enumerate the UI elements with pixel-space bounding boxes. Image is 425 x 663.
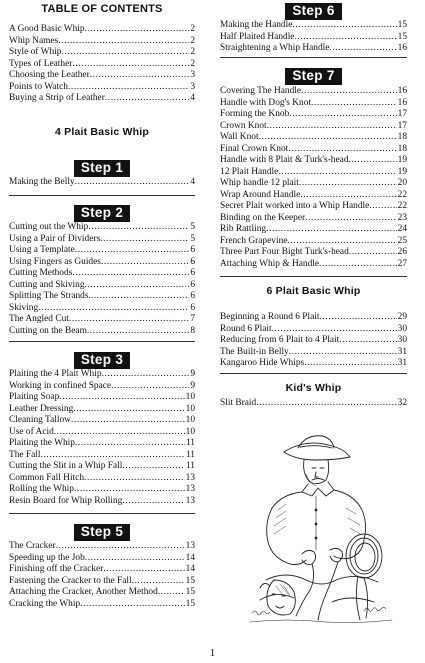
dot-leader (91, 291, 189, 303)
toc-entry-page: 32 (397, 398, 407, 408)
toc-entry (220, 201, 407, 213)
toc-entry (220, 312, 407, 324)
dot-leader (272, 324, 397, 336)
toc-entry-page: 3 (190, 70, 195, 80)
toc-entry-page: 31 (397, 358, 407, 368)
step-5-banner (9, 524, 195, 541)
divider (220, 373, 407, 374)
dot-leader (259, 132, 397, 144)
toc-entry-page: 13 (185, 472, 195, 483)
toc-entry (9, 450, 195, 462)
dot-leader (73, 404, 184, 416)
toc-entry-title: Attaching Whip & Handle (220, 258, 320, 269)
dot-leader (80, 599, 184, 611)
toc-entry-title: Handle with 8 Plait & Turk's-head (220, 155, 349, 165)
toc-entry (9, 257, 195, 269)
toc-entry-page: 2 (190, 58, 195, 69)
dot-leader (56, 541, 185, 553)
toc-entry-title: Wrap Around Handle (220, 189, 301, 200)
dot-leader (75, 177, 190, 189)
toc-entry-page: 24 (397, 224, 407, 234)
toc-entry (220, 236, 407, 248)
dot-leader (85, 553, 185, 565)
toc-entry (220, 324, 407, 336)
toc-entry (9, 484, 195, 496)
toc-entry-page: 20 (397, 178, 407, 188)
toc-entry-title: Cutting on the Beam (9, 325, 87, 336)
toc-entry (220, 32, 407, 44)
dot-leader (72, 59, 189, 71)
toc-entry (9, 427, 195, 439)
dot-leader (41, 450, 185, 462)
dot-leader (69, 314, 189, 326)
toc-entry-page: 3 (190, 81, 195, 92)
toc-entry-page: 4 (190, 177, 195, 187)
toc-entry-title: Final Crown Knot (220, 143, 289, 154)
dot-leader (87, 326, 189, 338)
toc-entry-title: Handle with Dog's Knot (220, 97, 312, 108)
step-6-banner (220, 3, 407, 20)
dot-leader (319, 312, 396, 324)
dot-leader (288, 144, 396, 156)
toc-entry (220, 190, 407, 202)
toc-entry-title: Plaiting Soap (9, 392, 60, 402)
toc-entry-title: Covering The Handle (220, 86, 302, 96)
dot-leader (61, 47, 189, 59)
toc-title: TABLE OF CONTENTS (41, 3, 163, 15)
toc-entry (9, 576, 195, 588)
toc-entry-page: 30 (397, 335, 407, 345)
step-1-label: Step 1 (74, 160, 130, 177)
toc-entry-title: Making the Belly (9, 177, 75, 187)
toc-entry-page: 9 (190, 369, 195, 379)
dot-leader (54, 427, 185, 439)
toc-entry-page: 9 (190, 380, 195, 391)
toc-entry (220, 43, 407, 55)
toc-entry-page: 18 (397, 132, 407, 142)
toc-entry (220, 109, 407, 121)
toc-entry (9, 70, 195, 82)
toc-entry (9, 461, 195, 473)
toc-entry (9, 553, 195, 565)
toc-entry (220, 224, 407, 236)
toc-entry (220, 167, 407, 179)
dot-leader (122, 496, 184, 508)
toc-entry (9, 222, 195, 234)
toc-entry-page: 2 (190, 47, 195, 57)
toc-entry-page: 16 (397, 43, 407, 53)
section-title-6-plait: 6 Plait Basic Whip (266, 285, 361, 297)
toc-entry-page: 11 (185, 449, 195, 460)
dot-leader (158, 587, 185, 599)
toc-entry (9, 93, 195, 105)
step-7-list (220, 86, 407, 270)
dot-leader (74, 484, 185, 496)
toc-entry-title: The Built-in Belly (220, 346, 289, 357)
dot-leader (289, 347, 397, 359)
toc-entry-page: 19 (397, 155, 407, 165)
toc-entry-page: 10 (185, 415, 195, 425)
toc-entry (9, 473, 195, 485)
dot-leader (84, 473, 185, 485)
toc-entry (9, 291, 195, 303)
toc-entry (220, 98, 407, 110)
dot-leader (305, 213, 396, 225)
toc-entry-title: Cutting Methods (9, 268, 73, 278)
step-2-banner (9, 205, 195, 222)
toc-entry-title: French Grapevine (220, 235, 288, 246)
page-number: 1 (209, 647, 216, 659)
toc-entry-title: Secret Plait worked into a Whip Handle (220, 201, 370, 211)
dot-leader (301, 86, 397, 98)
toc-entry-page: 25 (397, 235, 407, 246)
toc-entry (220, 144, 407, 156)
toc-entry-title: Rib Rattling (220, 224, 267, 234)
dot-leader (71, 415, 185, 427)
toc-entry-page: 11 (185, 438, 195, 448)
toc-entry-title: The Angled Cut (9, 314, 69, 324)
toc-entry-title: Making the Handle (220, 20, 293, 30)
toc-entry (9, 245, 195, 257)
toc-entry (220, 121, 407, 133)
toc-entry-title: Types of Leather (9, 58, 73, 69)
toc-entry-page: 22 (397, 189, 407, 200)
step-6-list (220, 20, 407, 55)
toc-entry (220, 155, 407, 167)
toc-entry (9, 314, 195, 326)
toc-entry (220, 20, 407, 32)
step-5-label: Step 5 (74, 524, 130, 541)
dot-leader (304, 358, 396, 370)
toc-entry (220, 247, 407, 259)
toc-entry (9, 326, 195, 338)
toc-entry-page: 13 (185, 541, 195, 551)
section-title-4-plait: 4 Plait Basic Whip (54, 126, 150, 138)
toc-entry-page: 22 (397, 201, 407, 211)
toc-entry-page: 4 (190, 93, 195, 103)
step-7-banner (220, 68, 407, 85)
toc-entry-page: 31 (397, 346, 407, 357)
divider (220, 57, 407, 58)
toc-entry-title: Using a Template (9, 245, 75, 255)
toc-entry (9, 369, 195, 381)
dot-leader (58, 36, 189, 48)
toc-entry-title: Skiving (9, 302, 39, 313)
toc-entry-title: Splitting The Strands. (9, 291, 91, 301)
dot-leader (349, 155, 397, 167)
toc-entry-title: Style of Whip (9, 47, 62, 57)
dot-leader (102, 369, 190, 381)
toc-entry-page: 7 (190, 314, 195, 324)
dot-leader (75, 245, 189, 257)
toc-entry-title: Crown Knot (220, 120, 267, 131)
toc-entry (9, 36, 195, 48)
divider (9, 341, 195, 342)
dot-leader (329, 43, 396, 55)
toc-entry-page: 6 (190, 302, 195, 313)
toc-entry-page: 15 (397, 20, 407, 30)
toc-entry-page: 10 (185, 403, 195, 414)
dot-leader (349, 247, 397, 259)
dot-leader (59, 392, 184, 404)
toc-entry-title: Fastening the Cracker to the Fall (9, 575, 132, 586)
step-2-list (9, 222, 195, 337)
dot-leader (311, 98, 397, 110)
intro-list (9, 24, 195, 105)
toc-entry-page: 5 (190, 233, 195, 244)
toc-entry-page: 18 (397, 143, 407, 154)
toc-entry-page: 14 (185, 552, 195, 563)
toc-entry-page: 15 (185, 598, 195, 609)
toc-entry (9, 587, 195, 599)
toc-entry-page: 17 (397, 120, 407, 131)
toc-entry-title: Using a Pair of Dividers (9, 233, 101, 244)
toc-entry-page: 30 (397, 323, 407, 334)
dot-leader (299, 178, 397, 190)
toc-entry-title: Straightening a Whip Handle (220, 43, 330, 53)
toc-entry (220, 86, 407, 98)
toc-entry (9, 438, 195, 450)
toc-entry-title: Cracking the Whip (9, 598, 81, 609)
dot-leader (294, 32, 396, 44)
toc-entry (220, 358, 407, 370)
step-3-label: Step 3 (74, 352, 130, 369)
toc-entry-page: 16 (397, 97, 407, 108)
toc-entry (220, 335, 407, 347)
dot-leader (101, 257, 189, 269)
toc-entry-title: Finishing off the Cracker (9, 564, 104, 574)
toc-entry-title: Cutting and Skiving (9, 279, 85, 290)
toc-entry-title: A Good Basic Whip (9, 24, 85, 34)
dot-leader (369, 201, 396, 213)
toc-entry-title: Plaiting the 4 Plait Whip (9, 369, 102, 379)
toc-entry-title: Round 6 Plait (220, 323, 272, 334)
toc-entry-title: 12 Plait Handle (220, 166, 279, 177)
dot-leader (38, 303, 189, 315)
dot-leader (111, 381, 189, 393)
step-7-label: Step 7 (285, 68, 341, 85)
toc-entry-page: 26 (397, 247, 407, 257)
dot-leader (266, 224, 397, 236)
toc-entry-page: 15 (397, 31, 407, 42)
toc-entry (9, 280, 195, 292)
toc-entry-page: 11 (185, 461, 195, 471)
toc-entry-title: Cutting out the Whip (9, 222, 89, 232)
step-1-banner (9, 160, 195, 177)
toc-entry-title: Kangaroo Hide Whips (220, 358, 305, 368)
toc-entry-title: Cutting the Slit in a Whip Fall (9, 461, 123, 471)
dot-leader (319, 259, 397, 271)
dot-leader (105, 93, 190, 105)
toc-entry-title: Half Plaited Handle (220, 31, 295, 42)
dot-leader (72, 268, 189, 280)
toc-entry (9, 268, 195, 280)
dot-leader (75, 438, 185, 450)
dot-leader (278, 167, 396, 179)
toc-entry-title: Plaiting the Whip (9, 438, 75, 448)
toc-entry-page: 29 (397, 312, 407, 322)
toc-entry (9, 47, 195, 59)
toc-entry-title: Forming the Knob (220, 109, 290, 119)
dot-leader (85, 24, 190, 36)
six-plait-list (220, 312, 407, 370)
dot-leader (132, 576, 185, 588)
toc-entry-title: Wall Knot (220, 132, 259, 142)
dot-leader (88, 222, 189, 234)
toc-entry-title: Binding on the Keeper (220, 212, 306, 223)
dot-leader (289, 109, 396, 121)
dot-leader (287, 236, 396, 248)
toc-entry (220, 178, 407, 190)
toc-entry-title: Resin Board for Whip Rolling (9, 495, 123, 506)
toc-entry (9, 599, 195, 611)
toc-entry (9, 177, 195, 189)
toc-entry (220, 398, 407, 410)
toc-entry-title: Buying a Strip of Leather (9, 93, 105, 103)
toc-entry (9, 496, 195, 508)
dot-leader (103, 564, 184, 576)
toc-entry (9, 415, 195, 427)
toc-entry-title: Use of Acid (9, 426, 54, 437)
dot-leader (292, 20, 396, 32)
step-3-banner (9, 352, 195, 369)
toc-entry-page: 14 (185, 564, 195, 574)
toc-entry-title: Attaching the Cracker, Another Method (9, 587, 158, 597)
toc-entry (220, 132, 407, 144)
toc-entry-title: Whip Names (9, 35, 59, 46)
toc-entry-page: 2 (190, 24, 195, 34)
toc-entry-title: Points to Watch (9, 81, 68, 92)
toc-entry-page: 15 (185, 587, 195, 597)
toc-entry-title: Beginning a Round 6 Plait (220, 312, 320, 322)
toc-entry-page: 15 (185, 575, 195, 586)
toc-entry-title: Working in confined Space (9, 380, 112, 391)
toc-entry-page: 13 (185, 484, 195, 494)
toc-entry (9, 381, 195, 393)
toc-entry-page: 10 (185, 426, 195, 437)
step-3-list (9, 369, 195, 507)
toc-entry (9, 541, 195, 553)
toc-entry-page: 23 (397, 212, 407, 223)
step-5-list (9, 541, 195, 610)
step-2-label: Step 2 (74, 205, 130, 222)
toc-entry (9, 59, 195, 71)
toc-entry-page: 19 (397, 166, 407, 177)
toc-entry (9, 303, 195, 315)
toc-entry-page: 13 (185, 495, 195, 506)
toc-entry-page: 6 (190, 268, 195, 278)
toc-entry-page: 6 (190, 256, 195, 267)
toc-entry-title: Leather Dressing (9, 403, 74, 414)
divider (220, 276, 407, 277)
toc-entry-title: Common Fall Hitch (9, 472, 84, 483)
toc-entry-page: 6 (190, 245, 195, 255)
toc-entry (9, 564, 195, 576)
toc-entry-title: Speeding up the Job (9, 552, 85, 563)
step-6-label: Step 6 (285, 3, 341, 20)
dot-leader (90, 70, 190, 82)
toc-entry-page: 17 (397, 109, 407, 119)
dot-leader (68, 82, 189, 94)
toc-entry (220, 259, 407, 271)
toc-entry-page: 10 (185, 392, 195, 402)
dot-leader (300, 190, 396, 202)
toc-entry-title: The Cracker (9, 541, 56, 551)
toc-entry-title: Reducing from 6 Plait to 4 Plait (220, 335, 340, 345)
toc-entry-title: Slit Braid (220, 398, 257, 408)
toc-entry-page: 6 (190, 291, 195, 301)
section-title-kids-whip: Kid's Whip (285, 382, 342, 394)
toc-entry-title: The Fall (9, 449, 41, 460)
toc-entry (9, 234, 195, 246)
toc-entry-title: Rolling the Whip (9, 484, 74, 494)
dot-leader (85, 280, 190, 292)
dot-leader (339, 335, 396, 347)
toc-entry (9, 404, 195, 416)
toc-entry-title: Using Fingers as Guides (9, 256, 101, 267)
toc-entry (9, 82, 195, 94)
dot-leader (256, 398, 396, 410)
dot-leader (267, 121, 397, 133)
dot-leader (122, 461, 185, 473)
step-1-list (9, 177, 195, 189)
divider (9, 513, 195, 514)
toc-entry-page: 8 (190, 325, 195, 336)
toc-entry (9, 392, 195, 404)
divider (9, 195, 195, 196)
toc-entry-title: Cleaning Tallow (9, 415, 71, 425)
toc-entry-title: Whip handle 12 plait (220, 178, 299, 188)
toc-entry (9, 24, 195, 36)
toc-entry-page: 2 (190, 35, 195, 46)
toc-entry-page: 16 (397, 86, 407, 96)
toc-entry (220, 347, 407, 359)
toc-entry-title: Three Part Four Bight Turk's-head (220, 247, 349, 257)
toc-entry-page: 6 (190, 279, 195, 290)
stockman-illustration (246, 430, 396, 625)
toc-entry-page: 27 (397, 258, 407, 269)
toc-entry-page: 5 (190, 222, 195, 232)
dot-leader (100, 234, 189, 246)
toc-entry-title: Choosing the Leather (9, 70, 90, 80)
kids-whip-list (220, 398, 407, 410)
toc-entry (220, 213, 407, 225)
